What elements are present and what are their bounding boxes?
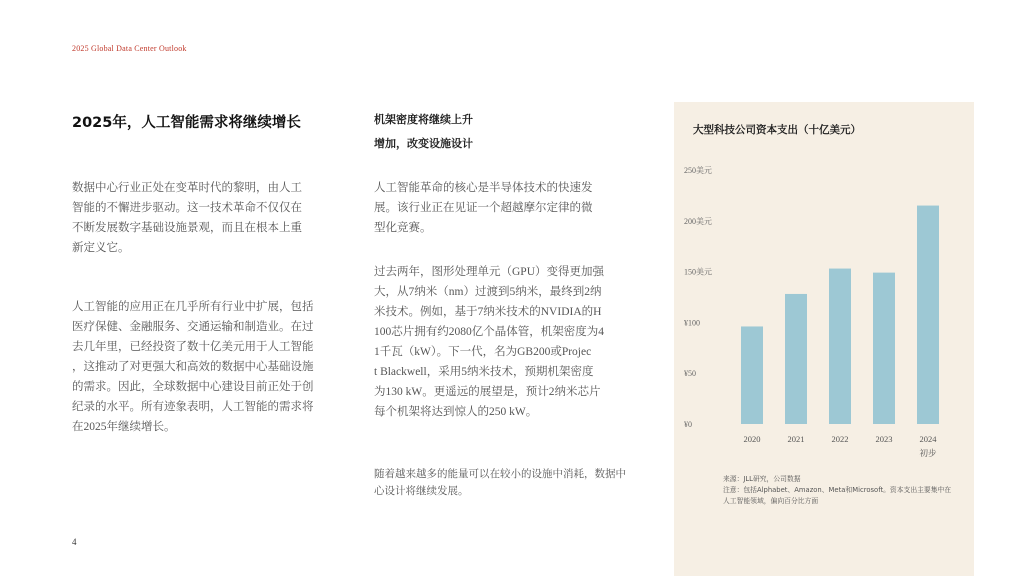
middle-paragraph-3: 随着越来越多的能量可以在较小的设施中消耗，数据中 心设计将继续发展。: [374, 469, 626, 497]
x-tick-label: 2022: [831, 434, 849, 444]
bar-chart: [674, 150, 974, 470]
x-tick-label: 2020: [743, 434, 761, 444]
chart-title: 大型科技公司资本支出（十亿美元）: [693, 124, 861, 136]
y-tick-label: 200美元: [684, 216, 712, 226]
page-number: 4: [72, 537, 77, 547]
x-tick-label: 2023: [875, 434, 893, 444]
bar-2020: [741, 326, 763, 424]
bar-2021: [785, 294, 807, 424]
middle-paragraph-2: 过去两年，图形处理单元（GPU）变得更加强 大，从7纳米（nm）过渡到5纳米，最终到2纳 米技术。例如，基于7纳米技术的NVIDIA的H 100芯片拥有约2080亿个晶体管，机架密度为4 1千瓦（kW）。下一代，名为GB200或Projec t Blackwell，采用5纳米技术，预期机架密度 为130 kW。更遥远的展望是，预计2纳米芯片 每个机架将达到惊人的250 kW。: [374, 266, 605, 418]
middle-heading-line-2: 增加，改变设施设计: [374, 137, 473, 150]
x-tick-sublabel: 初步: [919, 448, 937, 458]
running-header: 2025 Global Data Center Outlook: [72, 44, 187, 53]
middle-paragraph-1: 人工智能革命的核心是半导体技术的快速发 展。该行业正在见证一个超越摩尔定律的微 型化竞赛。: [374, 182, 593, 234]
y-tick-label: ¥50: [684, 369, 696, 379]
y-tick-label: 150美元: [684, 267, 712, 277]
y-tick-label: ¥0: [684, 420, 692, 429]
y-tick-label: ¥100: [684, 318, 700, 328]
chart-notes: 来源：JLL研究，公司数据 注意：包括Alphabet、Amazon、Meta和Microsoft。资本支出主要集中在 人工智能领域，偏向百分比方面: [723, 475, 952, 505]
y-tick-label: 250美元: [684, 166, 712, 175]
section-title: 2025年，人工智能需求将继续增长: [72, 115, 301, 131]
bar-2023: [873, 273, 895, 424]
left-paragraph-2: 人工智能的应用正在几乎所有行业中扩展，包括 医疗保健、金融服务、交通运输和制造业。在过 去几年里，已经投资了数十亿美元用于人工智能 ，这推动了对更强大和高效的数据中心基础设施 的需求。因此，全球数据中心建设目前正处于创 纪录的水平。所有迹象表明，人工智能的需求将 在2025年继续增长。: [72, 301, 314, 433]
bar-2022: [829, 269, 851, 424]
left-paragraph-1: 数据中心行业正处在变革时代的黎明，由人工 智能的不懈进步驱动。这一技术革命不仅仅在 不断发展数字基础设施景观，而且在根本上重 新定义它。: [72, 182, 302, 254]
middle-heading-line-1: 机架密度将继续上升: [374, 113, 473, 126]
bar-2024: [917, 206, 939, 424]
x-tick-label: 2024: [919, 434, 937, 444]
x-tick-label: 2021: [787, 434, 805, 444]
